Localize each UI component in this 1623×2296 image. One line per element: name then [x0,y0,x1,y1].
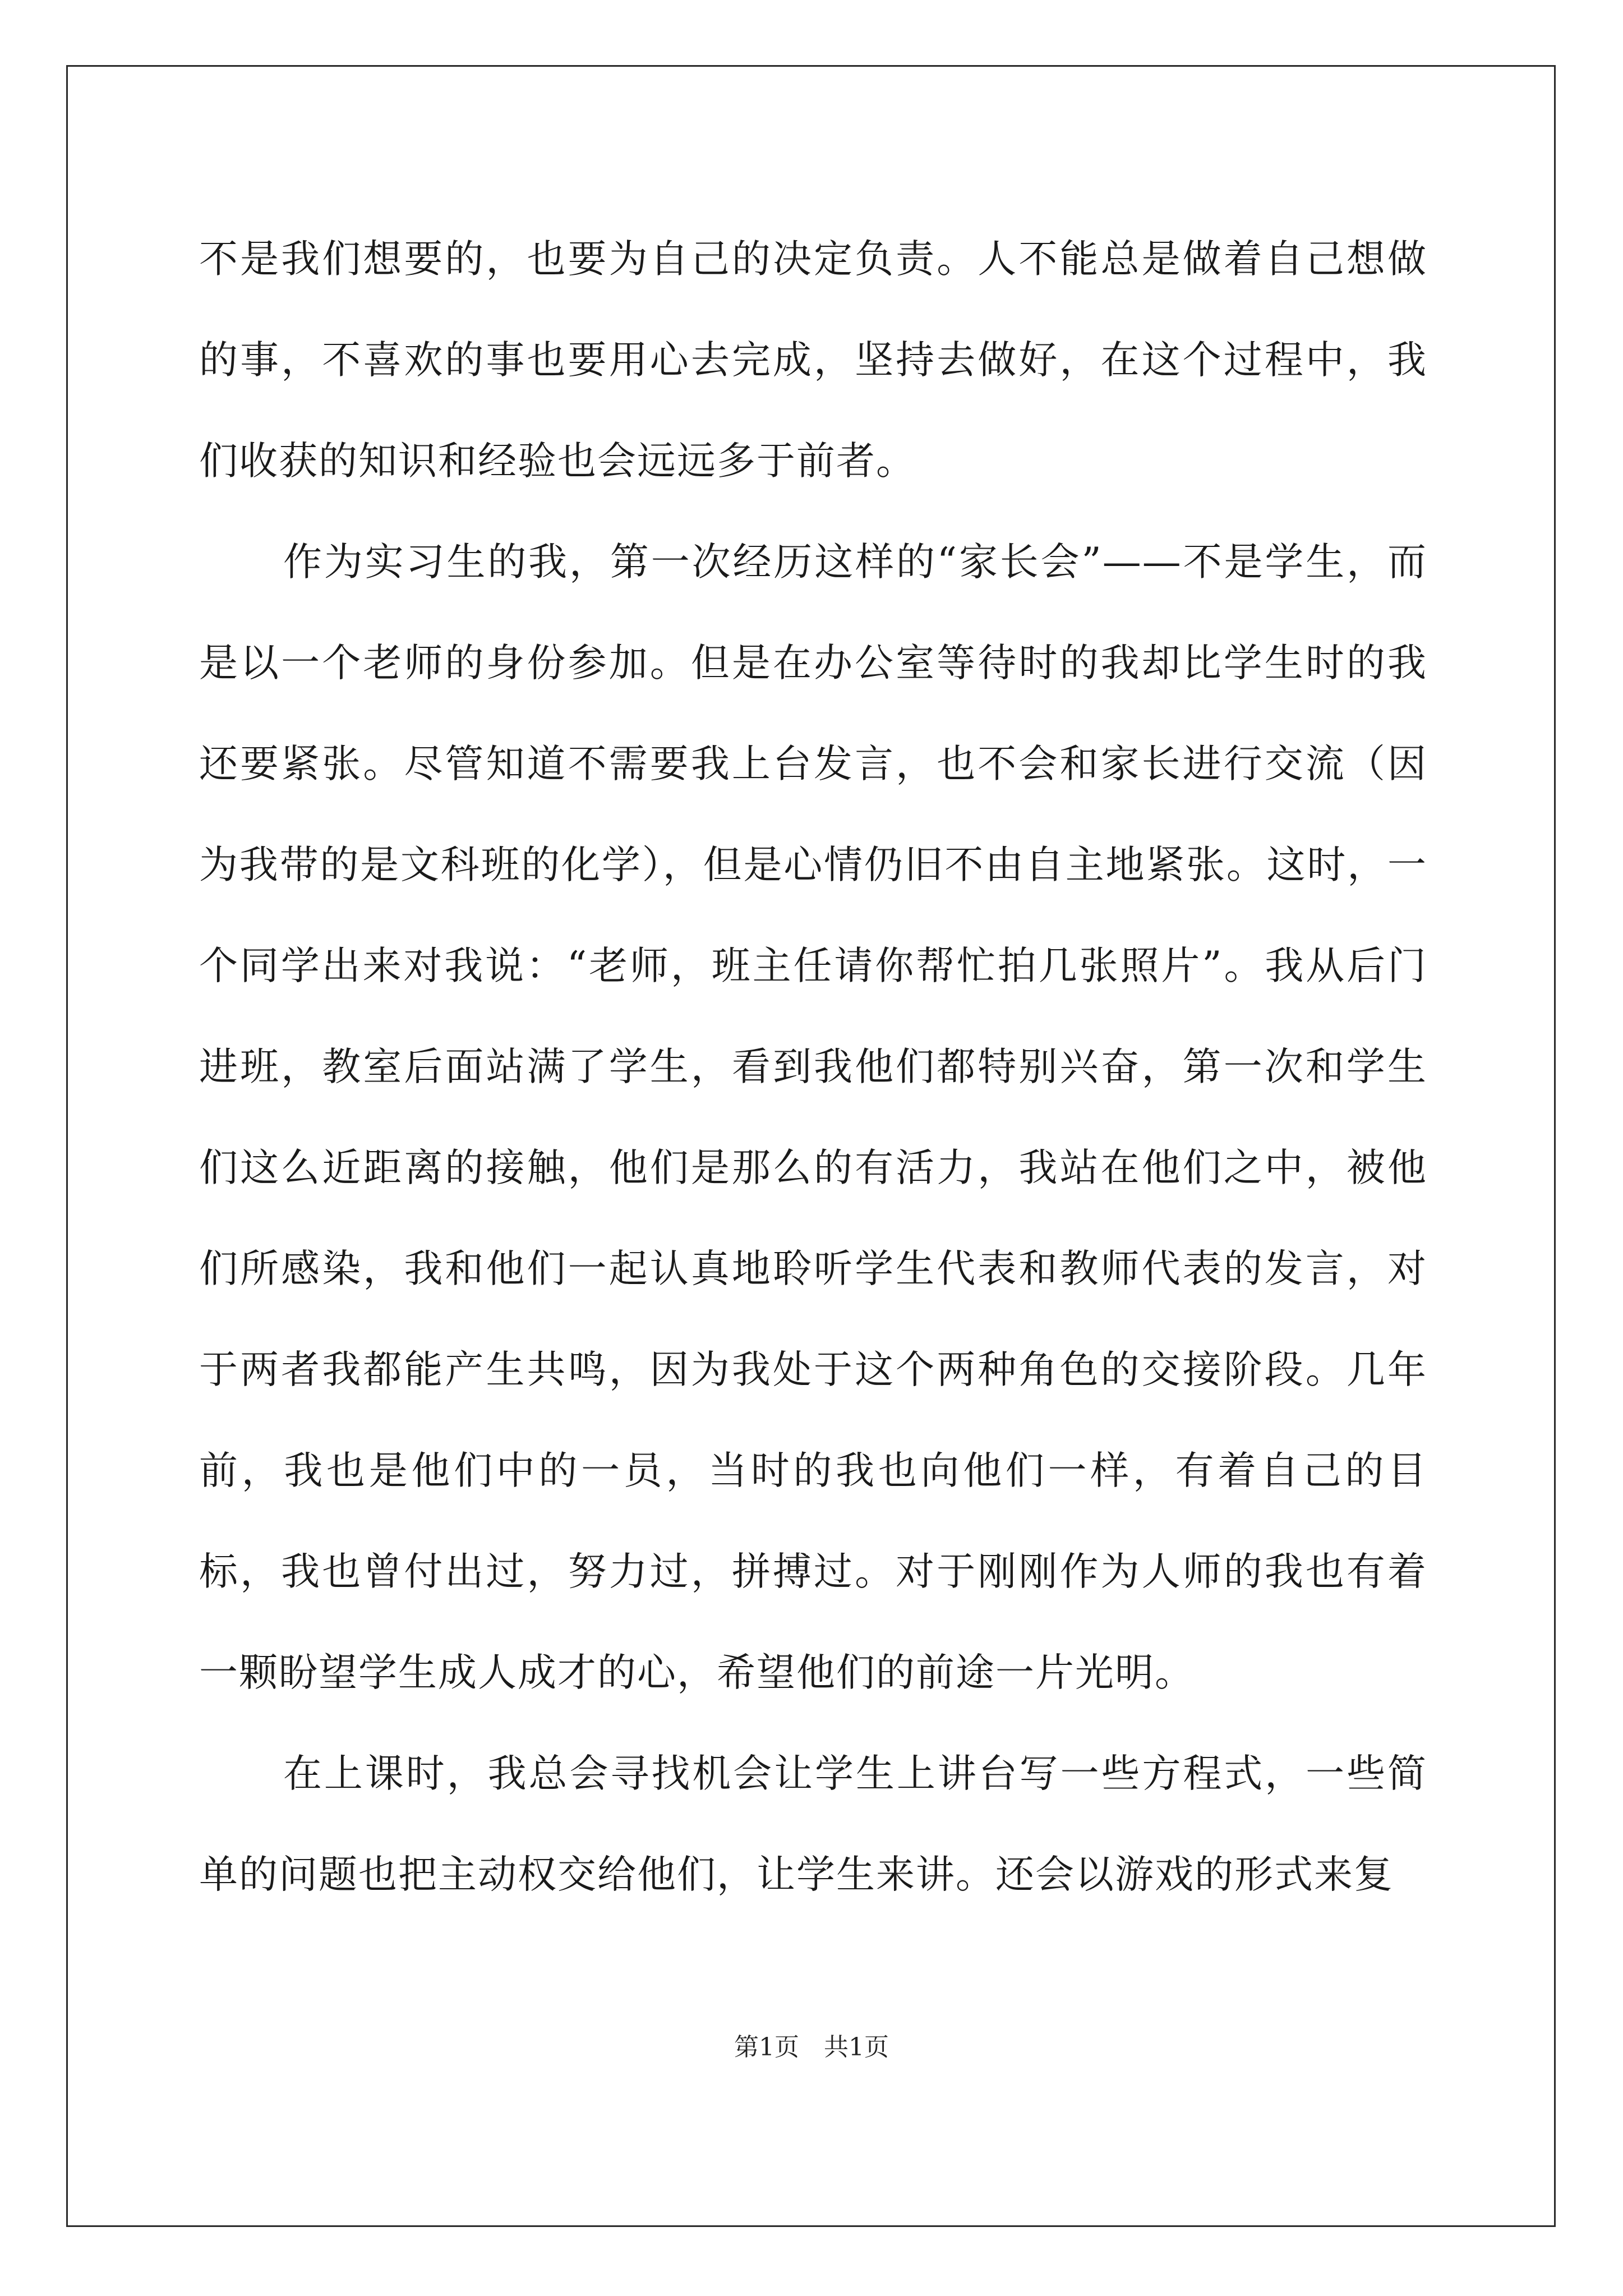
document-body [199,209,1427,1925]
paragraph-2: 作为实习生的我，第一次经历这样的“家长会”——不是学生，而是以一个老师的身份参加。但是在办公室等待时的我却比学生时的我还要紧张。尽管知道不需要我上台发言，也不会和家长进行交流（因为我带的是文科班的化学），但是心情仍旧不由自主地紧张。这时，一个同学出来对我说：“老师，班主任请你帮忙拍几张照片”。我从后门进班，教室后面站满了学生，看到我他们都特别兴奋，第一次和学生们这么近距离的接触，他们是那么的有活力，我站在他们之中，被他们所感染，我和他们一起认真地聆听学生代表和教师代表的发言，对于两者我都能产生共鸣，因为我处于这个两种角色的交接阶段。几年前，我也是他们中的一员，当时的我也向他们一样，有着自己的目标，我也曾付出过，努力过，拼搏过。对于刚刚作为人师的我也有着一颗盼望学生成人成才的心，希望他们的前途一片光明。 [199,540,1427,1695]
paragraph-3: 在上课时，我总会寻找机会让学生上讲台写一些方程式，一些简单的问题也把主动权交给他们，让学生来讲。还会以游戏的形式来复 [199,1751,1427,1897]
paragraph-1: 不是我们想要的，也要为自己的决定负责。人不能总是做着自己想做的事，不喜欢的事也要用心去完成，坚持去做好，在这个过程中，我们收获的知识和经验也会远远多于前者。 [199,237,1427,484]
page-number-footer: 第1页 共1页 [734,2033,889,2062]
